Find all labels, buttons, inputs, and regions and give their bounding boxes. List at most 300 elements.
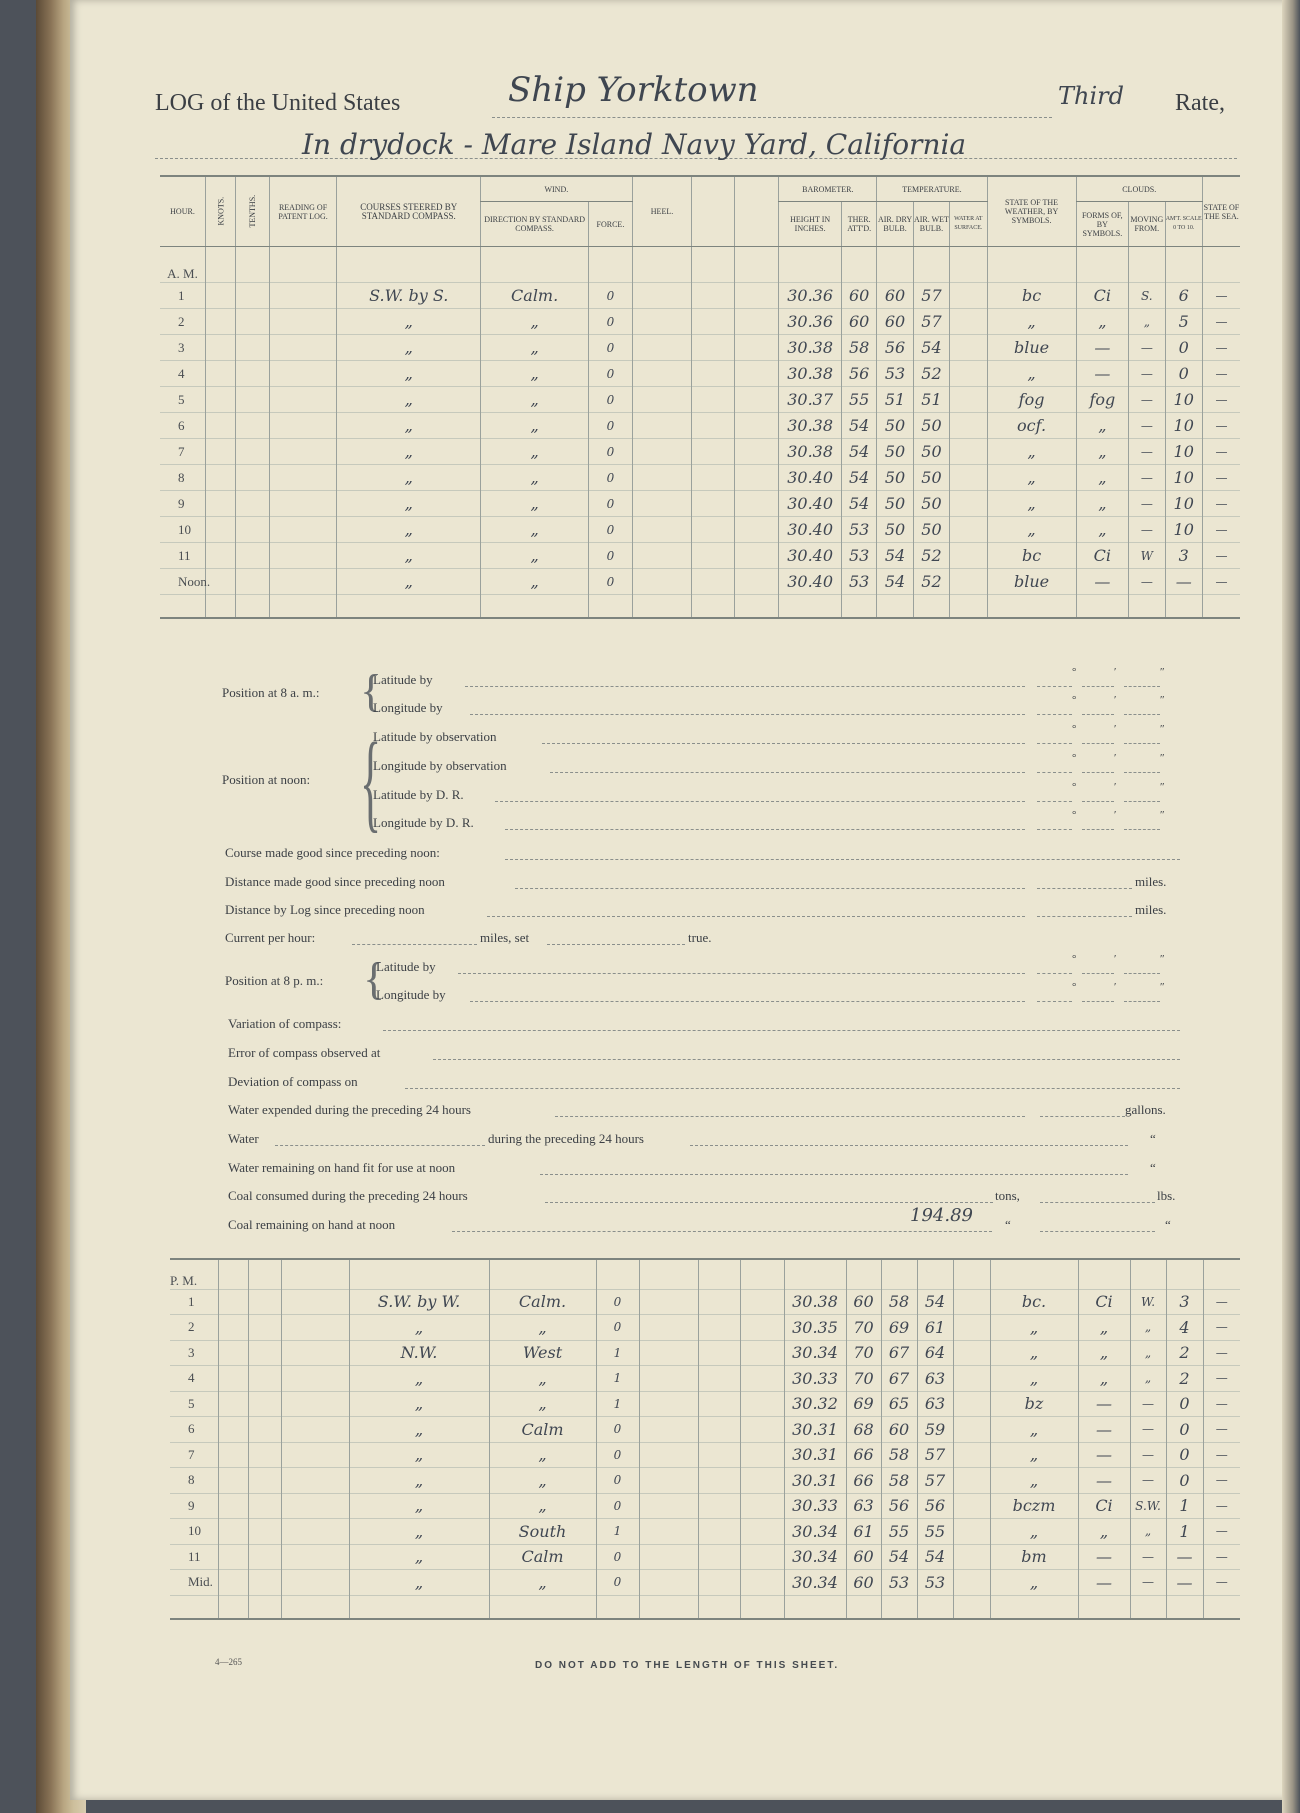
wind-force-cell: 0 — [589, 413, 632, 439]
dry-bulb-cell: 54 — [877, 569, 913, 595]
tenths-cell — [248, 1366, 281, 1392]
pm-hour-row — [170, 1391, 1240, 1417]
heel-cell — [632, 517, 692, 543]
line-8am-lat — [465, 686, 1025, 687]
pos-noon-lat-dr: Latitude by D. R. — [373, 787, 464, 802]
wind-force-cell: 0 — [596, 1417, 639, 1443]
wind-direction-cell: „ — [481, 387, 589, 413]
wind-force-cell: 0 — [589, 517, 632, 543]
dry-bulb-cell: 50 — [877, 517, 913, 543]
col-courses: COURSES STEERED BY STANDARD COMPASS. — [337, 176, 481, 247]
water-temp-cell — [950, 465, 987, 491]
cloud-amount-cell: 0 — [1165, 361, 1202, 387]
tenths-cell — [236, 309, 269, 335]
line-lat-obs — [542, 743, 1025, 744]
position-deg-line — [1124, 772, 1160, 773]
am-hour-row — [160, 517, 1240, 543]
barometer-cell: 30.32 — [784, 1391, 846, 1417]
coal-remaining-label: Coal remaining on hand at noon — [228, 1217, 396, 1232]
dry-bulb-cell: 50 — [877, 491, 913, 517]
wet-bulb-cell: 59 — [917, 1417, 953, 1443]
water-temp-cell — [953, 1366, 990, 1392]
barometer-cell: 30.40 — [779, 491, 842, 517]
tenths-cell — [248, 1289, 281, 1315]
cloud-amount-cell: 10 — [1165, 517, 1202, 543]
am-hour-row — [160, 413, 1240, 439]
tenths-cell — [248, 1417, 281, 1443]
position-minutes-line — [1082, 714, 1114, 715]
wind-direction-cell: Calm. — [481, 283, 589, 309]
blank-cell-2 — [740, 1417, 784, 1443]
weather-cell: „ — [987, 491, 1076, 517]
sea-cell: — — [1202, 465, 1240, 491]
cloud-amount-cell: 10 — [1165, 439, 1202, 465]
blank-cell-1 — [698, 1468, 740, 1494]
cloud-amount-cell: 5 — [1165, 309, 1202, 335]
position-deg-line — [1124, 743, 1160, 744]
cloud-moving-cell: „ — [1130, 1340, 1166, 1366]
rate-value: Third — [1058, 82, 1124, 110]
patent-log-cell — [269, 439, 337, 465]
position-sec-mark: ″ — [1160, 666, 1165, 678]
line-long-dr — [505, 829, 1025, 830]
water-temp-cell — [950, 543, 987, 569]
cloud-forms-cell: — — [1078, 1570, 1130, 1596]
knots-cell — [218, 1391, 248, 1417]
am-hour-row — [160, 361, 1240, 387]
patent-log-cell — [269, 283, 337, 309]
barometer-cell: 30.31 — [784, 1417, 846, 1443]
patent-log-cell — [281, 1417, 349, 1443]
weather-cell: „ — [990, 1570, 1078, 1596]
weather-cell: „ — [987, 361, 1076, 387]
knots-cell — [206, 465, 236, 491]
tenths-cell — [236, 543, 269, 569]
tenths-cell — [236, 439, 269, 465]
barometer-cell: 30.31 — [784, 1442, 846, 1468]
cloud-moving-cell: — — [1129, 569, 1165, 595]
line-8pm-long — [470, 1001, 1025, 1002]
wind-direction-cell: „ — [489, 1468, 596, 1494]
col-water-surface: WATER AT SURFACE. — [950, 202, 987, 247]
tenths-cell — [236, 491, 269, 517]
wind-direction-cell: „ — [489, 1570, 596, 1596]
wind-direction-cell: South — [489, 1519, 596, 1545]
position-seconds-line — [1037, 1001, 1072, 1002]
wet-bulb-cell: 52 — [913, 569, 949, 595]
sea-cell: — — [1203, 1340, 1240, 1366]
dry-bulb-cell: 50 — [877, 413, 913, 439]
current-true: true. — [688, 930, 712, 945]
barometer-cell: 30.40 — [779, 543, 842, 569]
cloud-forms-cell: „ — [1076, 517, 1129, 543]
blank-cell-2 — [734, 569, 778, 595]
blank-cell-2 — [734, 283, 778, 309]
hour-cell: 8 — [178, 469, 185, 485]
blank-cell-2 — [734, 439, 778, 465]
hour-cell: 1 — [178, 287, 185, 303]
weather-cell: „ — [990, 1442, 1078, 1468]
dry-bulb-cell: 67 — [881, 1340, 917, 1366]
hour-cell: 2 — [178, 313, 185, 329]
brace-8pm: { — [363, 953, 386, 1004]
pm-hour-row — [170, 1519, 1240, 1545]
line-8am-long — [470, 714, 1025, 715]
wind-force-cell: 0 — [596, 1289, 639, 1315]
blank-cell-2 — [740, 1570, 784, 1596]
position-sec-mark: ″ — [1160, 781, 1165, 793]
cloud-amount-cell: 1 — [1166, 1493, 1203, 1519]
position-seconds-line — [1037, 714, 1072, 715]
knots-cell — [206, 413, 236, 439]
cloud-amount-cell: 4 — [1166, 1315, 1203, 1341]
wet-bulb-cell: 64 — [917, 1340, 953, 1366]
water-label: Water — [228, 1131, 259, 1146]
cloud-moving-cell: S.W. — [1130, 1493, 1166, 1519]
patent-log-cell — [281, 1315, 349, 1341]
thermometer-cell: 60 — [846, 1544, 881, 1570]
hour-cell: 7 — [178, 443, 185, 459]
weather-cell: bz — [990, 1391, 1078, 1417]
course-cell: „ — [337, 465, 481, 491]
position-minutes-line — [1082, 829, 1114, 830]
heel-cell — [639, 1417, 698, 1443]
am-hour-row — [160, 543, 1240, 569]
course-cell: „ — [337, 361, 481, 387]
wind-force-cell: 1 — [596, 1340, 639, 1366]
patent-log-cell — [281, 1366, 349, 1392]
thermometer-cell: 54 — [841, 491, 876, 517]
patent-log-cell — [269, 543, 337, 569]
position-seconds-line — [1037, 973, 1072, 974]
col-cloud-moving: MOVING FROM. — [1129, 202, 1165, 247]
dry-bulb-cell: 50 — [877, 465, 913, 491]
knots-cell — [218, 1519, 248, 1545]
blank-cell-1 — [698, 1340, 740, 1366]
hour-cell: 6 — [188, 1421, 195, 1437]
blank-cell-2 — [740, 1544, 784, 1570]
wind-force-cell: 0 — [596, 1468, 639, 1494]
coal-consumed-label: Coal consumed during the preceding 24 hours — [228, 1188, 468, 1203]
blank-cell-1 — [698, 1570, 740, 1596]
sea-cell: — — [1203, 1289, 1240, 1315]
col-baro-ther: THER. ATT'D. — [841, 202, 876, 247]
col-cloud-amount: AM'T. SCALE 0 TO 10. — [1165, 202, 1202, 247]
course-cell: „ — [337, 309, 481, 335]
dry-bulb-cell: 53 — [881, 1570, 917, 1596]
blank-cell-1 — [692, 335, 734, 361]
position-minutes-line — [1082, 772, 1114, 773]
line-current — [352, 944, 477, 945]
water-temp-cell — [953, 1468, 990, 1494]
hour-cell: 1 — [188, 1293, 195, 1309]
wind-force-cell: 0 — [589, 283, 632, 309]
heel-cell — [632, 283, 692, 309]
barometer-cell: 30.38 — [779, 413, 842, 439]
cloud-amount-cell: 0 — [1166, 1442, 1203, 1468]
tenths-cell — [236, 387, 269, 413]
water-temp-cell — [950, 335, 987, 361]
cloud-forms-cell: — — [1078, 1544, 1130, 1570]
wind-force-cell: 0 — [589, 569, 632, 595]
position-min-mark: ′ — [1114, 781, 1117, 793]
blank-cell-1 — [698, 1493, 740, 1519]
water-remaining-label: Water remaining on hand fit for use at noon — [228, 1160, 456, 1175]
blank-cell-2 — [740, 1315, 784, 1341]
blank-cell-2 — [734, 517, 778, 543]
position-sec-mark: ″ — [1160, 723, 1165, 735]
barometer-cell: 30.36 — [779, 309, 842, 335]
course-cell: „ — [337, 335, 481, 361]
wind-direction-cell: Calm. — [489, 1289, 596, 1315]
blank-cell-2 — [740, 1468, 784, 1494]
cloud-moving-cell: — — [1130, 1391, 1166, 1417]
tenths-cell — [236, 465, 269, 491]
wind-force-cell: 0 — [589, 543, 632, 569]
wet-bulb-cell: 50 — [913, 491, 949, 517]
tenths-cell — [236, 569, 269, 595]
heel-cell — [639, 1366, 698, 1392]
page-right-edge — [1282, 0, 1300, 1813]
wind-force-cell: 1 — [596, 1519, 639, 1545]
blank-cell-1 — [692, 543, 734, 569]
wind-direction-cell: „ — [489, 1315, 596, 1341]
knots-cell — [218, 1366, 248, 1392]
sea-cell: — — [1203, 1468, 1240, 1494]
dry-bulb-cell: 53 — [877, 361, 913, 387]
position-sec-mark: ″ — [1160, 694, 1165, 706]
tenths-cell — [248, 1340, 281, 1366]
pm-hour-row — [170, 1570, 1240, 1596]
tenths-cell — [236, 413, 269, 439]
blank-cell-1 — [692, 491, 734, 517]
barometer-cell: 30.31 — [784, 1468, 846, 1494]
blank-cell-2 — [734, 491, 778, 517]
sea-cell: — — [1203, 1417, 1240, 1443]
blank-cell-1 — [692, 517, 734, 543]
form-number: 4—265 — [215, 1657, 242, 1667]
weather-cell: bc — [987, 283, 1076, 309]
position-deg-mark: ° — [1072, 953, 1077, 965]
pm-hour-row — [170, 1315, 1240, 1341]
water-during-label: during the preceding 24 hours — [488, 1131, 644, 1146]
pos-8pm-label: Position at 8 p. m.: — [225, 973, 324, 988]
pos-8pm-long: Longitude by — [376, 987, 446, 1002]
position-deg-mark: ° — [1072, 809, 1077, 821]
sea-cell: — — [1202, 517, 1240, 543]
weather-cell: „ — [990, 1340, 1078, 1366]
weather-cell: „ — [990, 1366, 1078, 1392]
knots-cell — [218, 1468, 248, 1494]
position-min-mark: ′ — [1114, 723, 1117, 735]
am-hour-row — [160, 439, 1240, 465]
cloud-amount-cell: — — [1165, 569, 1202, 595]
thermometer-cell: 54 — [841, 465, 876, 491]
position-seconds-line — [1037, 743, 1072, 744]
col-hour: HOUR. — [160, 176, 206, 247]
cloud-forms-cell: — — [1076, 335, 1129, 361]
cloud-amount-cell: 10 — [1165, 465, 1202, 491]
hour-cell: 8 — [188, 1472, 195, 1488]
course-cell: „ — [349, 1468, 489, 1494]
wind-force-cell: 0 — [589, 439, 632, 465]
wind-direction-cell: „ — [481, 335, 589, 361]
cloud-amount-cell: 1 — [1166, 1519, 1203, 1545]
wet-bulb-cell: 52 — [913, 543, 949, 569]
cloud-moving-cell: — — [1130, 1570, 1166, 1596]
weather-cell: „ — [987, 517, 1076, 543]
knots-cell — [206, 517, 236, 543]
course-cell: „ — [349, 1417, 489, 1443]
tenths-cell — [248, 1493, 281, 1519]
dry-bulb-cell: 54 — [877, 543, 913, 569]
cloud-moving-cell: — — [1130, 1417, 1166, 1443]
cloud-forms-cell: Ci — [1076, 543, 1129, 569]
wet-bulb-cell: 54 — [917, 1289, 953, 1315]
distance-made-miles: miles. — [1135, 874, 1167, 889]
brace-noon: { — [360, 720, 382, 842]
dry-bulb-cell: 60 — [881, 1417, 917, 1443]
wind-force-cell: 0 — [589, 491, 632, 517]
course-cell: „ — [349, 1570, 489, 1596]
am-hour-row — [160, 569, 1240, 595]
position-minutes-line — [1082, 686, 1114, 687]
heel-cell — [632, 361, 692, 387]
wet-bulb-cell: 56 — [917, 1493, 953, 1519]
col-patent-log: READING OF PATENT LOG. — [269, 176, 337, 247]
cloud-moving-cell: „ — [1130, 1315, 1166, 1341]
knots-cell — [218, 1544, 248, 1570]
line-water-expended — [555, 1116, 1025, 1117]
hour-cell: 6 — [178, 417, 185, 433]
wet-bulb-cell: 57 — [913, 309, 949, 335]
dry-bulb-cell: 56 — [877, 335, 913, 361]
am-hour-row-blank — [160, 595, 1240, 619]
course-cell: „ — [349, 1391, 489, 1417]
wind-direction-cell: „ — [481, 361, 589, 387]
cloud-amount-cell: 3 — [1166, 1289, 1203, 1315]
blank-cell-1 — [692, 439, 734, 465]
position-minutes-line — [1082, 801, 1114, 802]
knots-cell — [206, 309, 236, 335]
weather-cell: bc — [987, 543, 1076, 569]
cloud-moving-cell: „ — [1130, 1366, 1166, 1392]
col-knots: KNOTS. — [206, 176, 236, 247]
line-water-remaining — [540, 1174, 1128, 1175]
brace-8am: { — [360, 665, 383, 716]
cloud-amount-cell: — — [1166, 1570, 1203, 1596]
knots-cell — [206, 543, 236, 569]
line-8pm-lat — [458, 973, 1025, 974]
sea-cell: — — [1203, 1570, 1240, 1596]
dry-bulb-cell: 51 — [877, 387, 913, 413]
wet-bulb-cell: 57 — [917, 1468, 953, 1494]
cloud-moving-cell: W. — [1130, 1289, 1166, 1315]
cloud-amount-cell: 10 — [1165, 491, 1202, 517]
weather-cell: „ — [990, 1315, 1078, 1341]
position-minutes-line — [1082, 973, 1114, 974]
heel-cell — [632, 543, 692, 569]
blank-cell-2 — [734, 413, 778, 439]
distance-log-miles: miles. — [1135, 902, 1167, 917]
barometer-cell: 30.40 — [779, 465, 842, 491]
blank-cell-1 — [692, 387, 734, 413]
hour-cell: 9 — [188, 1497, 195, 1513]
heel-cell — [639, 1519, 698, 1545]
pm-hour-row — [170, 1417, 1240, 1443]
line-coal-remaining — [452, 1231, 992, 1232]
position-sec-mark: ″ — [1160, 809, 1165, 821]
heel-cell — [632, 413, 692, 439]
water-temp-cell — [953, 1289, 990, 1315]
sea-cell: — — [1202, 361, 1240, 387]
water-temp-cell — [950, 569, 987, 595]
position-minutes-line — [1082, 743, 1114, 744]
water-temp-cell — [950, 439, 987, 465]
wind-direction-cell: Calm — [489, 1544, 596, 1570]
barometer-cell: 30.34 — [784, 1519, 846, 1545]
patent-log-cell — [281, 1519, 349, 1545]
line-deviation — [405, 1088, 1180, 1089]
col-tenths: TENTHS. — [236, 176, 269, 247]
position-min-mark: ′ — [1114, 981, 1117, 993]
coal-consumed-tons: tons, — [995, 1188, 1020, 1203]
wet-bulb-cell: 50 — [913, 439, 949, 465]
position-sec-mark: ″ — [1160, 953, 1165, 965]
dry-bulb-cell: 54 — [881, 1544, 917, 1570]
knots-cell — [206, 439, 236, 465]
course-cell: N.W. — [349, 1340, 489, 1366]
sea-cell: — — [1202, 283, 1240, 309]
wind-force-cell: 0 — [596, 1442, 639, 1468]
weather-cell: „ — [987, 465, 1076, 491]
thermometer-cell: 60 — [841, 283, 876, 309]
knots-cell — [206, 283, 236, 309]
tenths-cell — [248, 1391, 281, 1417]
cloud-amount-cell: 0 — [1166, 1391, 1203, 1417]
course-made-label: Course made good since preceding noon: — [225, 845, 440, 860]
water-temp-cell — [953, 1544, 990, 1570]
current-miles-set: miles, set — [480, 930, 530, 945]
cloud-moving-cell: — — [1129, 335, 1165, 361]
course-cell: „ — [337, 517, 481, 543]
thermometer-cell: 55 — [841, 387, 876, 413]
blank-cell-1 — [698, 1544, 740, 1570]
wet-bulb-cell: 63 — [917, 1366, 953, 1392]
cloud-forms-cell: „ — [1076, 465, 1129, 491]
tenths-cell — [248, 1468, 281, 1494]
line-distance-made-2 — [1037, 888, 1132, 889]
col-clouds: CLOUDS. — [1076, 176, 1202, 202]
barometer-cell: 30.37 — [779, 387, 842, 413]
line-water-1 — [275, 1145, 485, 1146]
sea-cell: — — [1202, 543, 1240, 569]
am-hour-row — [160, 491, 1240, 517]
am-log-table — [160, 175, 1240, 619]
wet-bulb-cell: 57 — [913, 283, 949, 309]
heel-cell — [632, 569, 692, 595]
wind-force-cell: 0 — [596, 1315, 639, 1341]
weather-cell: blue — [987, 569, 1076, 595]
col-wind-force: FORCE. — [589, 202, 632, 247]
thermometer-cell: 58 — [841, 335, 876, 361]
position-deg-line — [1124, 714, 1160, 715]
patent-log-cell — [269, 387, 337, 413]
sea-cell: — — [1202, 309, 1240, 335]
pm-log-table — [170, 1258, 1240, 1620]
position-min-mark: ′ — [1114, 694, 1117, 706]
barometer-cell: 30.34 — [784, 1570, 846, 1596]
